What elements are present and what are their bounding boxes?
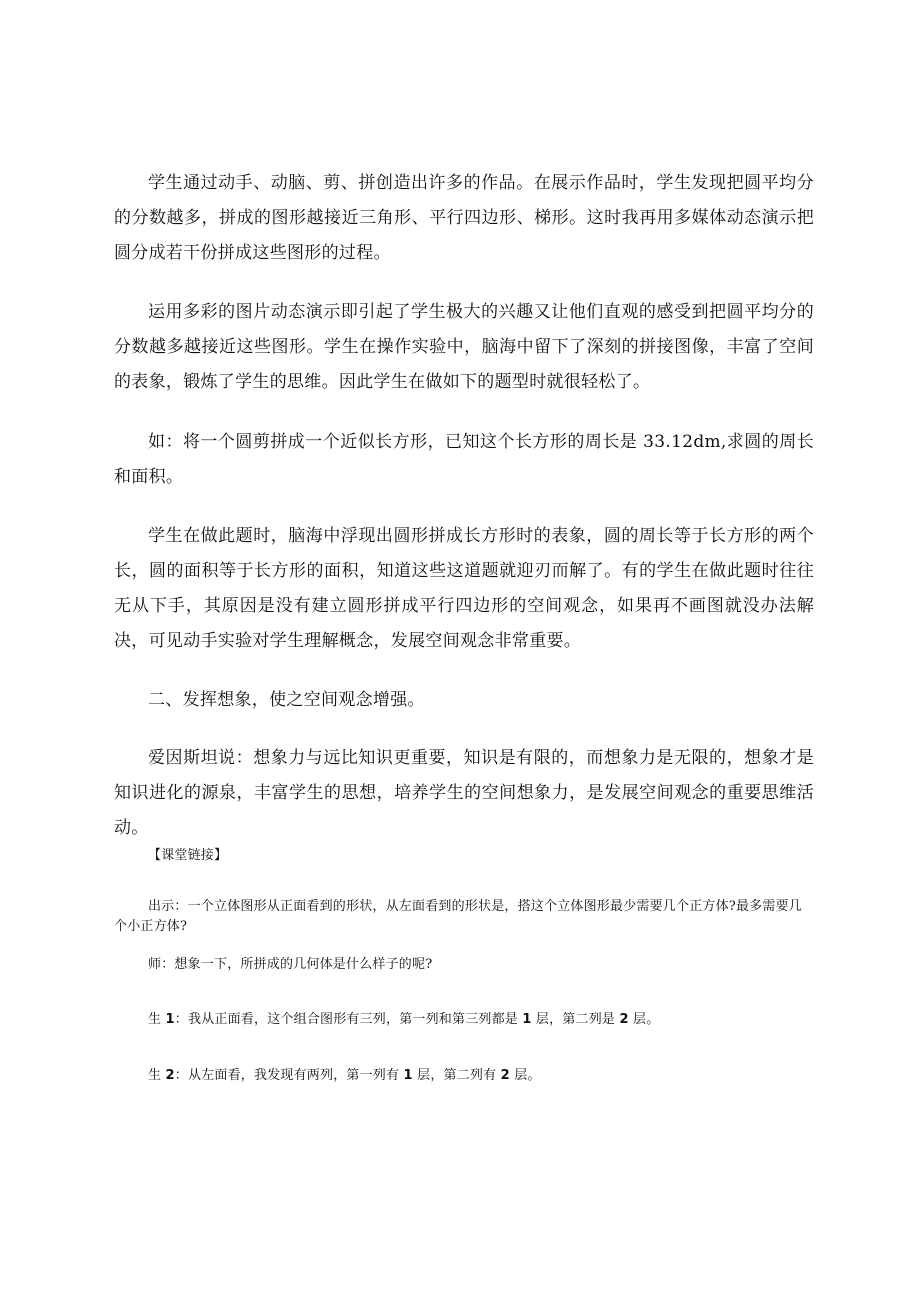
student-2-n2: 2 bbox=[500, 1068, 510, 1083]
paragraph-1: 学生通过动手、动脑、剪、拼创造出许多的作品。在展示作品时，学生发现把圆平均分的分数越多，拼成的图形越接近三角形、平行四边形、梯形。这时我再用多媒体动态演示把圆分成若干份拼成这些图形的过程。 bbox=[114, 173, 814, 263]
student-2-text bbox=[114, 1066, 814, 1086]
show-text: 出示：一个立体图形从正面看到的形状，从左面看到的形状是，搭这个立体图形最少需要几个正方体?最多需要几个小正方体? bbox=[114, 899, 802, 934]
student-2-text-b: 层，第二列有 bbox=[412, 1068, 501, 1083]
student-1-number: 1 bbox=[165, 1012, 175, 1027]
paragraph-3: 如：将一个圆剪拼成一个近似长方形，已知这个长方形的周长是 33.12dm,求圆的周长和面积。 bbox=[114, 432, 814, 487]
student-2-n1: 1 bbox=[403, 1068, 413, 1083]
section-heading: 二、发挥想象，使之空间观念增强。 bbox=[148, 690, 425, 710]
student-2-text-a: ：从左面看，我发现有两列，第一列有 bbox=[174, 1068, 404, 1083]
student-2-text-c: 层。 bbox=[509, 1068, 541, 1083]
student-2-prefix: 生 bbox=[148, 1068, 166, 1083]
student-2-number: 2 bbox=[165, 1068, 175, 1083]
paragraph-4: 学生在做此题时，脑海中浮现出圆形拼成长方形时的表象，圆的周长等于长方形的两个长，圆的面积等于长方形的面积，知道这些这道题就迎刃而解了。有的学生在做此题时往往无从下手，其原因是没有建立圆形拼成平行四边形的空间观念，如果再不画图就没办法解决，可见动手实验对学生理解概念，发展空间观念非常重要。 bbox=[114, 526, 814, 651]
paragraph-6: 爱因斯坦说：想象力与远比知识更重要，知识是有限的，而想象力是无限的，想象才是知识进化的源泉，丰富学生的思想，培养学生的空间想象力，是发展空间观念的重要思维活动。 bbox=[114, 748, 814, 838]
student-1-prefix: 生 bbox=[148, 1012, 166, 1027]
paragraph-2: 运用多彩的图片动态演示即引起了学生极大的兴趣又让他们直观的感受到把圆平均分的分数越多越接近这些图形。学生在操作实验中，脑海中留下了深刻的拼接图像，丰富了空间的表象，锻炼了学生的思维。因此学生在做如下的题型时就很轻松了。 bbox=[114, 302, 814, 392]
teacher-text: 师：想象一下，所拼成的几何体是什么样子的呢? bbox=[148, 957, 433, 972]
student-1-n2: 2 bbox=[619, 1012, 629, 1027]
student-1-text-b: 层，第二列是 bbox=[531, 1012, 620, 1027]
student-1-text bbox=[114, 1010, 814, 1030]
student-1-text-a: ：我从正面看，这个组合图形有三列，第一列和第三列都是 bbox=[174, 1012, 523, 1027]
student-1-n1: 1 bbox=[522, 1012, 532, 1027]
classroom-link-heading: 【课堂链接】 bbox=[148, 848, 228, 863]
student-1-text-c: 层。 bbox=[628, 1012, 660, 1027]
